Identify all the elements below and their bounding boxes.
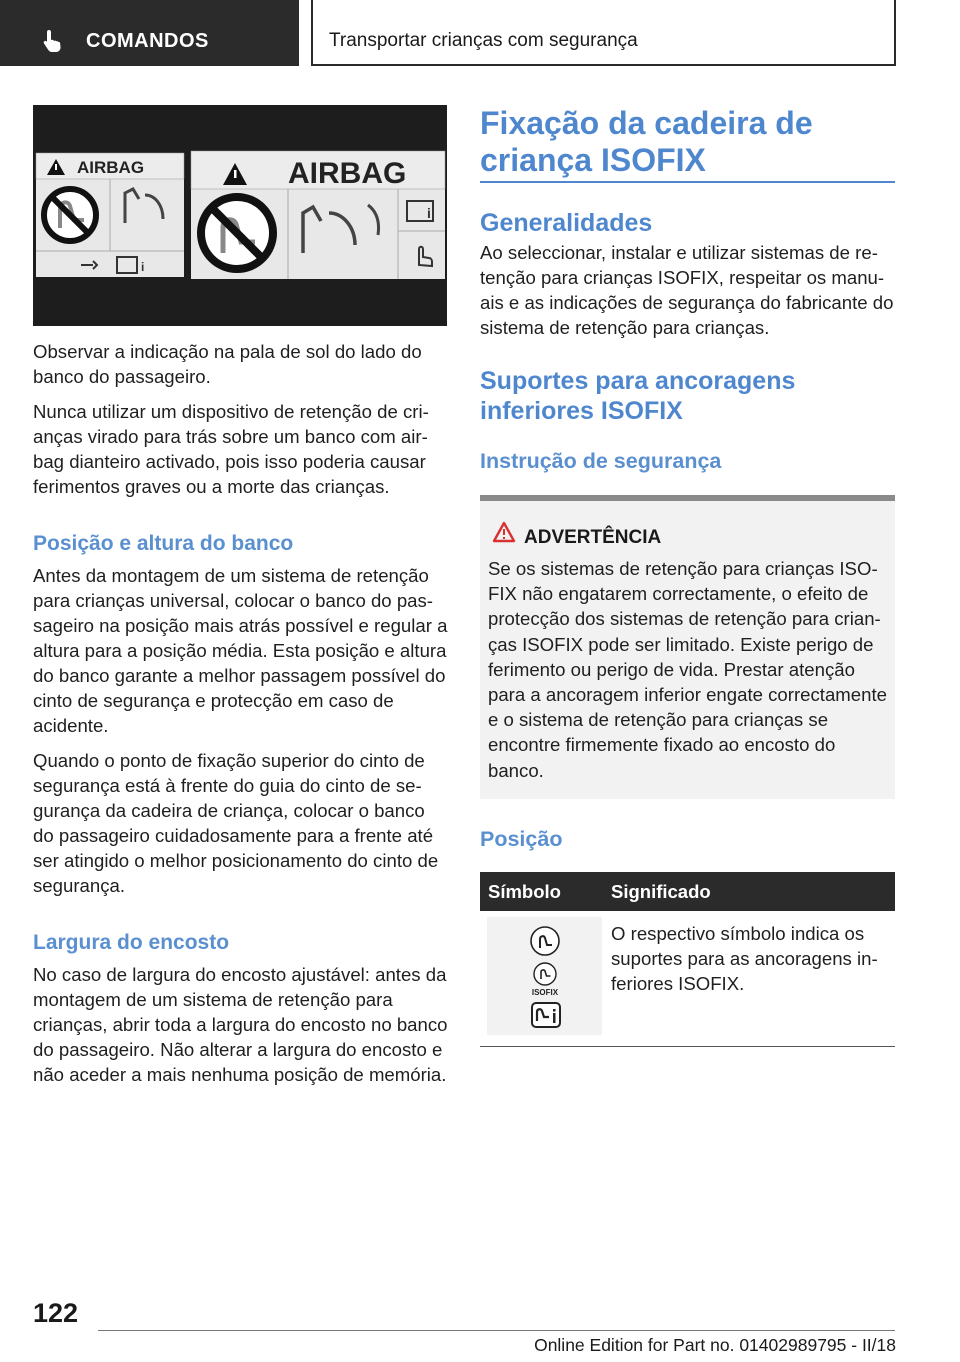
table-bottom-rule bbox=[480, 1046, 895, 1047]
heading-isofix-anchorages: Suportes para ancoragens inferiores ISOFIX bbox=[480, 367, 796, 425]
page-title: Fixação da cadeira de criança ISOFIX bbox=[480, 105, 813, 178]
title-divider bbox=[480, 181, 895, 183]
footer-rule bbox=[98, 1330, 895, 1331]
heading-safety-instruction: Instrução de segurança bbox=[480, 449, 722, 473]
airbag-text-small: AIRBAG bbox=[77, 158, 145, 177]
header-section-title: COMANDOS bbox=[86, 30, 209, 52]
left-column bbox=[33, 339, 449, 1087]
table-meaning-text: O respectivo símbolo indica os suportes para as ancoragens inferiores ISOFIX. bbox=[611, 923, 878, 995]
heading-backrest-width: Largura do encosto bbox=[33, 931, 230, 954]
header-section-tab bbox=[0, 0, 299, 66]
heading-seat-position: Posição e altura do banco bbox=[33, 532, 294, 555]
paragraph-rear-facing-warning: Nunca utilizar um dispositivo de retenção de crianças virado para trás sobre um banco com airbag dianteiro activado, pois isso poderia causar ferimentos graves ou a morte das crianças. bbox=[33, 401, 429, 497]
table-header-symbol: Símbolo bbox=[488, 881, 561, 902]
svg-text:i: i bbox=[427, 205, 431, 221]
warning-box bbox=[480, 495, 895, 799]
pointing-hand-icon bbox=[40, 28, 66, 54]
right-column-general bbox=[480, 208, 896, 474]
heading-general: Generalidades bbox=[480, 209, 653, 237]
header-chapter-title: Transportar crianças com segurança bbox=[329, 30, 638, 51]
isofix-small-circle-icon bbox=[534, 963, 556, 985]
paragraph-belt-anchor: Quando o ponto de fixação superior do cinto de segurança está à frente do guia do cinto de segurança da cadeira de criança, colocar o banco do passageiro cuidadosamente para a frente até ser atingido o melhor posicionamento do cinto de segurança. bbox=[33, 750, 439, 896]
right-column-title-block bbox=[480, 105, 896, 179]
paragraph-sun-visor: Observar a indicação na pala de sol do lado do banco do passageiro. bbox=[33, 341, 422, 387]
warning-title: ADVERTÊNCIA bbox=[524, 527, 662, 548]
airbag-label-illustration bbox=[33, 105, 447, 326]
isofix-symbols bbox=[487, 917, 602, 1035]
heading-position: Posição bbox=[480, 827, 563, 851]
table-symbol-cell bbox=[487, 917, 602, 1035]
table-header-meaning: Significado bbox=[611, 881, 711, 902]
footer-edition: Online Edition for Part no. 01402989795 - II/18 bbox=[534, 1335, 896, 1355]
svg-text:i: i bbox=[141, 260, 145, 274]
right-column-position bbox=[480, 826, 896, 852]
warning-text: Se os sistemas de retenção para crianças ISOFIX não engatarem correctamente, o efeito de protecção dos sistemas de retenção para crianças ISOFIX pode ser limitado. Existe perigo de ferimento ou perigo de vida. Prestar atenção para a ancoragem inferior engate correctamente e o sistema de retenção para crianças se encontre firmemente fixado ao encosto do banco. bbox=[488, 558, 887, 781]
warning-triangle-icon bbox=[492, 521, 516, 543]
airbag-text-large: AIRBAG bbox=[288, 157, 407, 190]
header-chapter-tab bbox=[311, 0, 896, 66]
paragraph-seat-position: Antes da montagem de um sistema de retenção para crianças universal, colocar o banco do passageiro na posição mais atrás possível e regular a altura para a posição média. Esta posição e altura do banco garante a melhor passagem possível do cinto de segurança e protecção em caso de acidente. bbox=[33, 565, 448, 736]
page-number: 122 bbox=[33, 1298, 79, 1328]
paragraph-general: Ao seleccionar, instalar e utilizar sistemas de retenção para crianças ISOFIX, respeitar os manuais e as indicações de segurança do fabricante do sistema de retenção para crianças. bbox=[480, 242, 894, 338]
airbag-warning-sticker bbox=[33, 105, 447, 326]
paragraph-backrest-width: No caso de largura do encosto ajustável: antes da montagem de um sistema de retenção para crianças, abrir toda a largura do encosto no banco do passageiro. Não alterar a largura do encosto e não aceder a mais nenhuma posição de memória. bbox=[33, 964, 448, 1085]
isofix-label: ISOFIX bbox=[531, 988, 559, 997]
table-header bbox=[480, 872, 895, 911]
